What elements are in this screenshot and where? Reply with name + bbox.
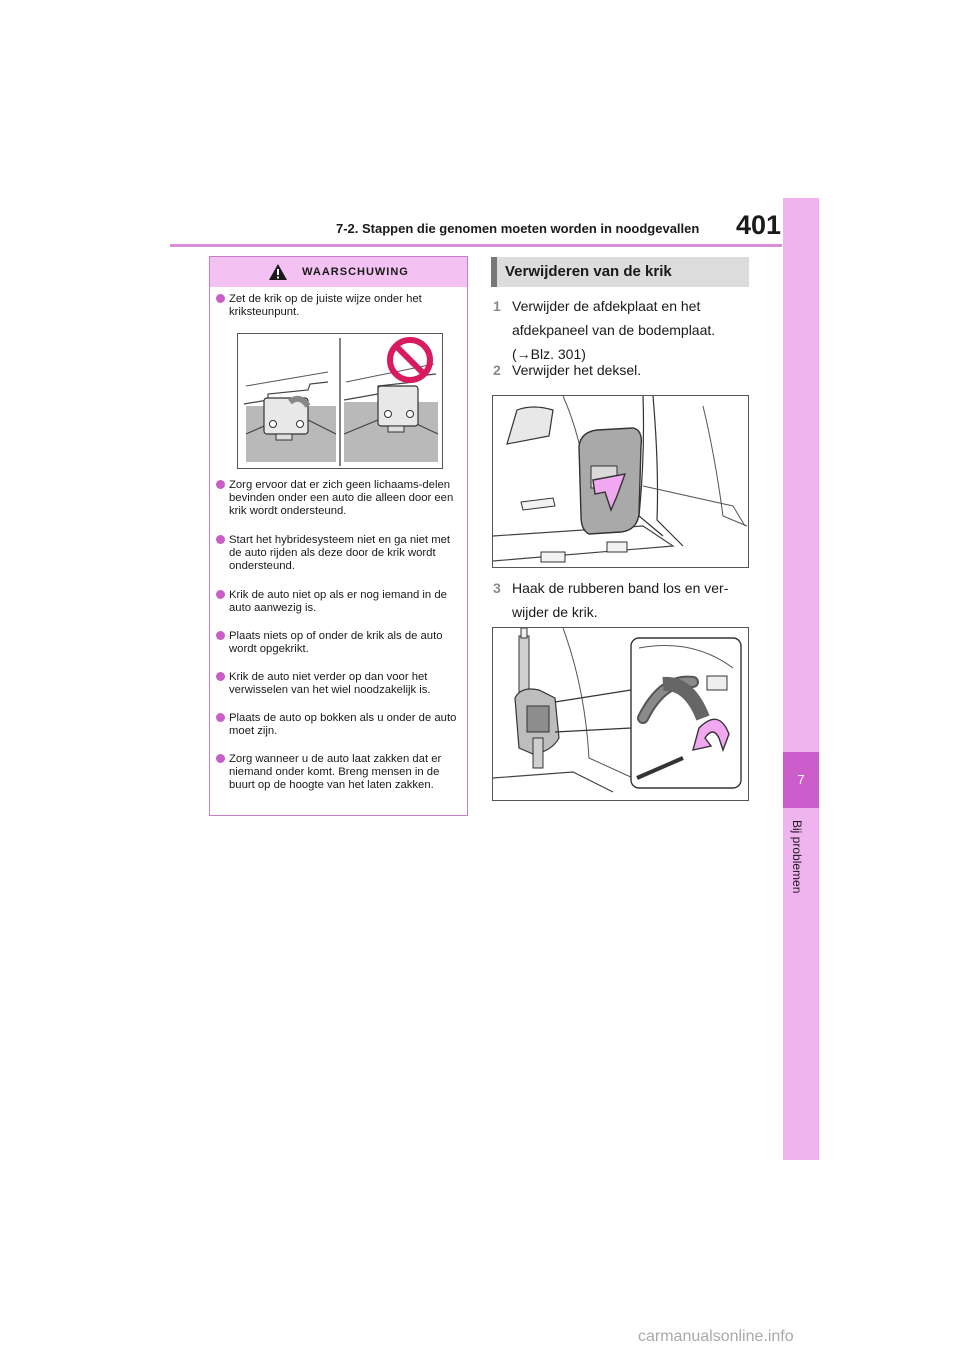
warning-item: Krik de auto niet verder op dan voor het verwisselen van het wiel noodzakelijk is. <box>216 671 461 697</box>
chapter-side-tab <box>783 198 819 1160</box>
bullet-icon <box>216 590 225 599</box>
step-text: Verwijder de afdekplaat en het afdekpaneel van de bodemplaat. (→Blz. 301) <box>512 298 716 362</box>
watermark: carmanualsonline.info <box>638 1328 794 1345</box>
warning-item: Krik de auto niet op als er nog iemand in de auto aanwezig is. <box>216 589 461 615</box>
warning-box <box>209 256 468 816</box>
step-text: Haak de rubberen band los en ver-wijder de krik. <box>512 580 729 620</box>
remove-jack-illustration <box>492 627 749 801</box>
warning-item: Zorg ervoor dat er zich geen lichaams-delen bevinden onder een auto die alleen door een krik wordt ondersteund. <box>216 479 461 518</box>
warning-item: Plaats de auto op bokken als u onder de auto moet zijn. <box>216 712 461 738</box>
chapter-tab-label: Bij problemen <box>790 820 804 894</box>
step-number: 2 <box>493 362 501 378</box>
header-divider <box>170 244 782 247</box>
warning-item: Zorg wanneer u de auto laat zakken dat er niemand onder komt. Breng mensen in de buurt op de hoogte van het laten zakken. <box>216 753 461 792</box>
page-number: 401 <box>736 210 782 240</box>
step-text: Verwijder het deksel. <box>512 362 642 378</box>
bullet-icon <box>216 535 225 544</box>
warning-item: Zet de krik op de juiste wijze onder het kriksteunpunt. <box>216 293 461 319</box>
bullet-icon <box>216 631 225 640</box>
jack-position-illustration <box>237 333 443 469</box>
step-item <box>493 358 753 382</box>
chapter-tab-number: 7 <box>783 752 819 808</box>
bullet-icon <box>216 480 225 489</box>
step-number: 1 <box>493 298 501 314</box>
warning-item: Plaats niets op of onder de krik als de auto wordt opgekrikt. <box>216 630 461 656</box>
warning-title: WAARSCHUWING <box>302 266 409 278</box>
bullet-icon <box>216 754 225 763</box>
step-number: 3 <box>493 580 501 596</box>
step-item <box>493 576 753 624</box>
bullet-icon <box>216 713 225 722</box>
bullet-icon <box>216 294 225 303</box>
warning-item: Start het hybridesysteem niet en ga niet met de auto rijden als deze door de krik wordt ondersteund. <box>216 534 461 573</box>
bullet-icon <box>216 672 225 681</box>
prohibited-icon <box>390 340 430 380</box>
step-item <box>493 294 753 366</box>
section-title: Verwijderen van de krik <box>491 257 749 287</box>
remove-cover-illustration <box>492 395 749 568</box>
warning-header <box>210 257 467 287</box>
warning-triangle-icon <box>268 263 288 281</box>
chapter-title: 7-2. Stappen die genomen moeten worden in noodgevallen <box>336 221 700 236</box>
